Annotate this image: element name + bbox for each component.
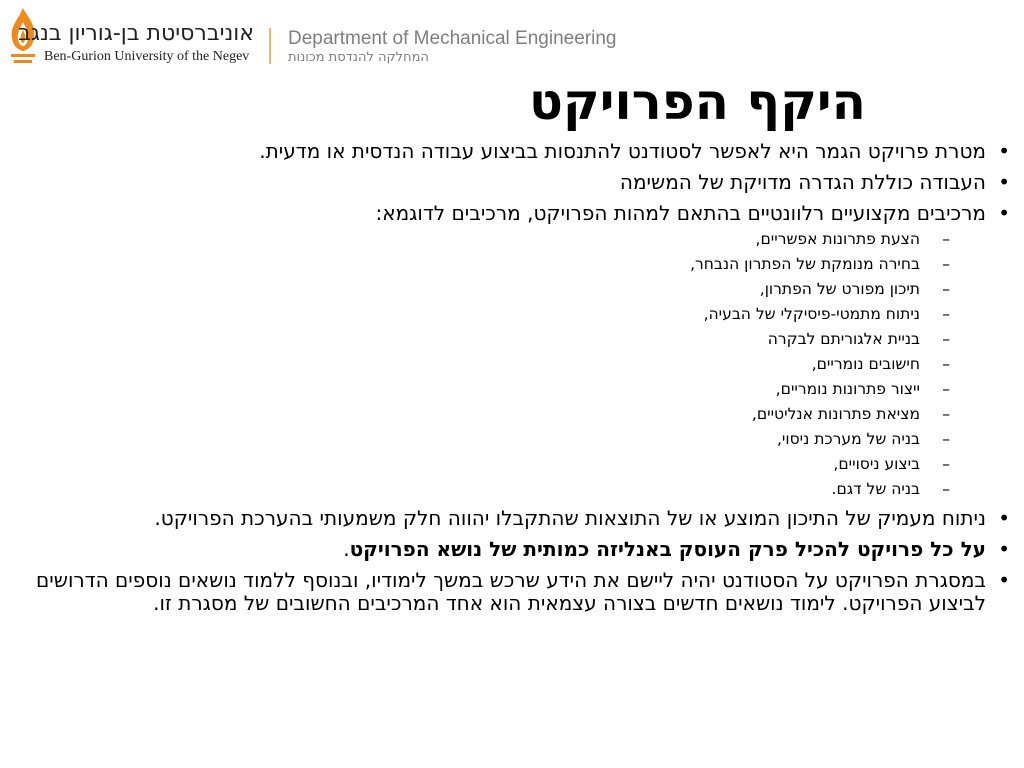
sub-bullet-item: – בניית אלגוריתם לבקרה: [16, 329, 986, 349]
bullet-item: [16, 569, 1016, 615]
university-name-english: Ben-Gurion University of the Negev: [44, 49, 250, 64]
bullet-item: [16, 202, 1016, 499]
sub-bullet-item: – ביצוע ניסויים,: [16, 454, 986, 474]
sub-bullet-item: – הצעת פתרונות אפשריים,: [16, 229, 986, 249]
sub-bullet-list: [16, 229, 986, 499]
bullet-item: [16, 171, 1016, 194]
department-name-hebrew: המחלקה להנדסת מכונות: [288, 50, 429, 65]
bullet-text: ניתוח מעמיק של התיכון המוצע או של התוצאות שהתקבלו יהווה חלק משמעותי בהערכת הפרויקט.: [154, 506, 986, 530]
bullet-list: [16, 140, 1016, 615]
bullet-item: [16, 507, 1016, 530]
bullet-text: .: [343, 537, 350, 561]
department-name-english: Department of Mechanical Engineering: [288, 28, 617, 49]
bullet-text: מרכיבים מקצועיים רלוונטיים בהתאם למהות הפרויקט, מרכיבים לדוגמא:: [375, 201, 986, 225]
bullet-text: מטרת פרויקט הגמר היא לאפשר לסטודנט להתנסות בביצוע עבודה הנדסית או מדעית.: [259, 139, 986, 163]
slide-header: [0, 0, 1024, 75]
bullet-text: במסגרת הפרויקט על הסטודנט יהיה ליישם את הידע שרכש במשך לימודיו, ובנוסף ללמוד נושאים נוספים הדרושים לביצוע הפרויקט. לימוד נושאים חדשים בצורה עצמאית הוא אחד המרכיבים החשובים של מסגרת זו.: [36, 568, 986, 615]
bullet-item: [16, 538, 1016, 561]
sub-bullet-item: – מציאת פתרונות אנליטיים,: [16, 404, 986, 424]
header-separator: [269, 28, 271, 64]
bullet-item: [16, 140, 1016, 163]
bullet-text: העבודה כוללת הגדרה מדויקת של המשימה: [619, 170, 986, 194]
sub-bullet-item: – תיכון מפורט של הפתרון,: [16, 279, 986, 299]
sub-bullet-item: – בניה של דגם.: [16, 479, 986, 499]
sub-bullet-item: – בחירה מנומקת של הפתרון הנבחר,: [16, 254, 986, 274]
slide-body: [16, 140, 1016, 623]
slide-title: היקף הפרויקט: [528, 73, 866, 131]
sub-bullet-item: – ניתוח מתמטי-פיסיקלי של הבעיה,: [16, 304, 986, 324]
sub-bullet-item: – ייצור פתרונות נומריים,: [16, 379, 986, 399]
university-name-hebrew: אוניברסיטת בן-גוריון בנגב: [18, 21, 254, 46]
sub-bullet-item: – בניה של מערכת ניסוי,: [16, 429, 986, 449]
sub-bullet-item: – חישובים נומריים,: [16, 354, 986, 374]
bullet-bold-text: על כל פרויקט להכיל פרק העוסק באנליזה כמותית של נושא הפרויקט: [349, 537, 986, 561]
